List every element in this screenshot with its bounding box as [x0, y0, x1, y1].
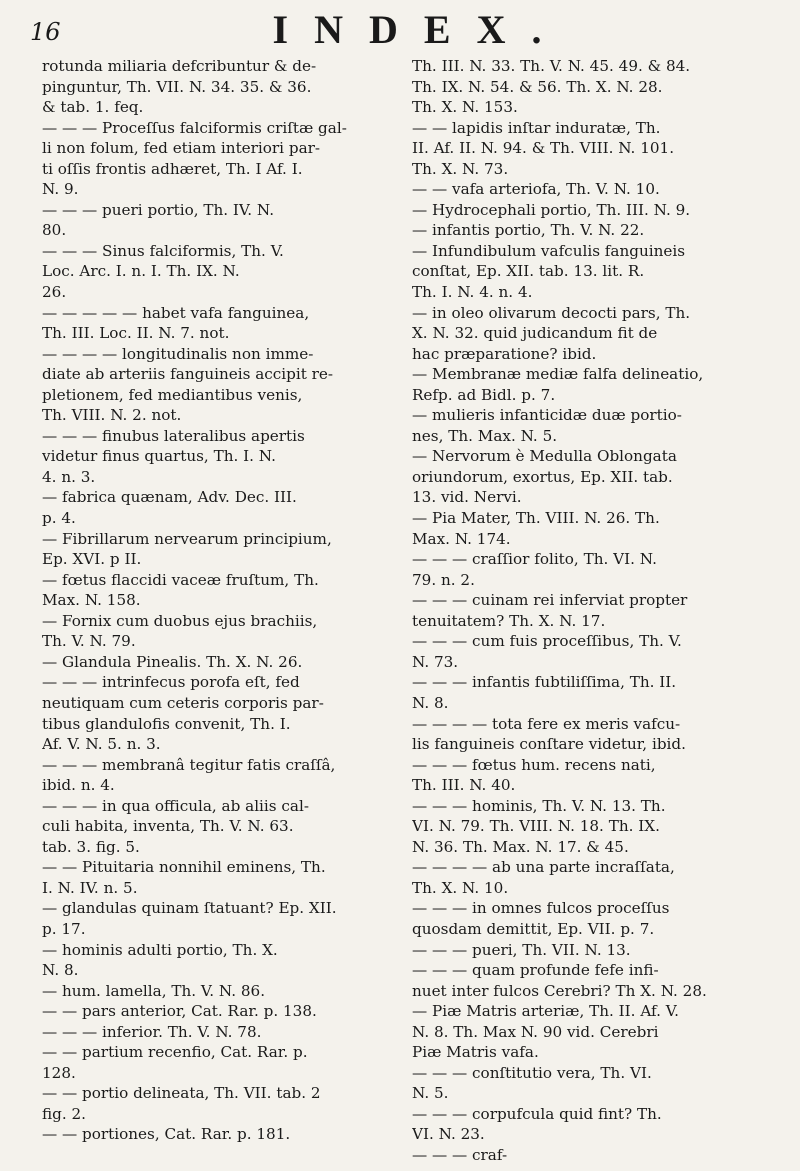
index-line: pinguntur, Th. VII. N. 34. 35. & 36.: [42, 77, 312, 96]
index-line: culi habita, inventa, Th. V. N. 63.: [42, 817, 294, 836]
index-line: — — — — longitudinalis non imme-: [42, 344, 314, 363]
index-line: — — — craſſior folito, Th. VI. N.: [412, 550, 657, 569]
index-line: quosdam demittit, Ep. VII. p. 7.: [412, 919, 655, 938]
index-line: II. Af. II. N. 94. & Th. VIII. N. 101.: [412, 139, 675, 158]
index-line: Th. III. N. 33. Th. V. N. 45. 49. & 84.: [412, 57, 691, 75]
index-line: — — — conſtitutio vera, Th. VI.: [412, 1063, 652, 1082]
index-line: Th. III. Loc. II. N. 7. not.: [42, 324, 230, 343]
index-line: — Nervorum è Medulla Oblongata: [412, 447, 677, 466]
index-line: ti oſſis frontis adhæret, Th. I Af. I.: [42, 159, 303, 178]
index-line: Refp. ad Bidl. p. 7.: [412, 385, 556, 404]
index-line: fig. 2.: [42, 1104, 86, 1123]
index-line: N. 36. Th. Max. N. 17. & 45.: [412, 837, 629, 856]
index-line: — — pars anterior, Cat. Rar. p. 138.: [42, 1002, 317, 1021]
index-line: N. 73.: [412, 652, 459, 671]
index-line: oriundorum, exortus, Ep. XII. tab.: [412, 467, 673, 486]
index-line: — — — Proceſſus falciformis criſtæ gal-: [42, 118, 347, 137]
index-line: 79. n. 2.: [412, 570, 475, 589]
index-line: — — portio delineata, Th. VII. tab. 2: [42, 1084, 321, 1103]
index-line: — mulieris infanticidæ duæ portio-: [412, 406, 682, 425]
index-line: Max. N. 158.: [42, 591, 141, 610]
index-line: — — — in qua officula, ab aliis cal-: [42, 796, 309, 815]
index-line: Loc. Arc. I. n. I. Th. IX. N.: [42, 262, 240, 281]
index-line: p. 4.: [42, 509, 76, 528]
index-line: hac præparatione? ibid.: [412, 344, 597, 363]
index-line: — — — membranâ tegitur fatis craſſâ,: [42, 755, 336, 774]
index-line: Th. IX. N. 54. & 56. Th. X. N. 28.: [412, 77, 663, 96]
index-line: — fabrica quænam, Adv. Dec. III.: [42, 488, 297, 507]
index-line: — — vafa arteriofa, Th. V. N. 10.: [412, 180, 660, 199]
index-line: tab. 3. fig. 5.: [42, 837, 140, 856]
index-line: — Fornix cum duobus ejus brachiis,: [42, 611, 318, 630]
index-line: — — — cuinam rei inferviat propter: [412, 591, 688, 610]
index-line: N. 8. Th. Max N. 90 vid. Cerebri: [412, 1022, 659, 1041]
index-line: ibid. n. 4.: [42, 776, 115, 795]
index-line: 80.: [42, 221, 67, 240]
index-line: — — — Sinus falciformis, Th. V.: [42, 241, 284, 260]
index-line: — — — — — habet vafa fanguinea,: [42, 303, 310, 322]
index-line: — — — cum fuis proceſſibus, Th. V.: [412, 632, 682, 651]
index-line: lis fanguineis conſtare videtur, ibid.: [412, 735, 686, 754]
index-line: — Piæ Matris arteriæ, Th. II. Af. V.: [412, 1002, 679, 1021]
index-line: Piæ Matris vafa.: [412, 1043, 539, 1062]
index-line: — — — craf-: [412, 1145, 508, 1164]
index-line: — Infundibulum vafculis fanguineis: [412, 241, 686, 260]
index-line: — hominis adulti portio, Th. X.: [42, 940, 278, 959]
index-line: — — — fœtus hum. recens nati,: [412, 755, 656, 774]
index-line: Th. III. N. 40.: [412, 776, 516, 795]
index-line: N. 8.: [42, 961, 79, 980]
index-line: & tab. 1. feq.: [42, 98, 144, 117]
index-line: — glandulas quinam ſtatuant? Ep. XII.: [42, 899, 337, 918]
page-header: [0, 4, 800, 52]
index-line: — fœtus flaccidi vaceæ fruſtum, Th.: [42, 570, 319, 589]
index-line: — Fibrillarum nervearum principium,: [42, 529, 332, 548]
index-line: — Membranæ mediæ falfa delineatio,: [412, 365, 704, 384]
page-number: 16: [30, 18, 61, 46]
index-line: 128.: [42, 1063, 76, 1082]
index-line: — — — pueri portio, Th. IV. N.: [42, 200, 275, 219]
index-line: nes, Th. Max. N. 5.: [412, 426, 558, 445]
running-head: INDEX.: [272, 7, 568, 52]
index-line: li non folum, fed etiam interiori par-: [42, 139, 321, 158]
index-line: p. 17.: [42, 919, 86, 938]
index-line: — infantis portio, Th. V. N. 22.: [412, 221, 645, 240]
index-line: pletionem, fed mediantibus venis,: [42, 385, 303, 404]
index-line: rotunda miliaria defcribuntur & de-: [42, 57, 317, 75]
index-line: — — — hominis, Th. V. N. 13. Th.: [412, 796, 666, 815]
index-line: — — — corpufcula quid fint? Th.: [412, 1104, 662, 1123]
index-line: Th. VIII. N. 2. not.: [42, 406, 182, 425]
index-line: — — — — ab una parte incraſſata,: [412, 858, 675, 877]
index-line: VI. N. 23.: [412, 1125, 485, 1144]
index-line: neutiquam cum ceteris corporis par-: [42, 693, 324, 712]
index-line: — — portiones, Cat. Rar. p. 181.: [42, 1125, 291, 1144]
index-line: conſtat, Ep. XII. tab. 13. lit. R.: [412, 262, 645, 281]
index-line: — — lapidis inſtar induratæ, Th.: [412, 118, 661, 137]
index-line: tenuitatem? Th. X. N. 17.: [412, 611, 606, 630]
index-line: N. 8.: [412, 693, 449, 712]
left-column: [42, 56, 387, 1145]
index-line: — — — in omnes fulcos proceſſus: [412, 899, 670, 918]
index-line: 13. vid. Nervi.: [412, 488, 522, 507]
index-line: — hum. lamella, Th. V. N. 86.: [42, 981, 266, 1000]
index-line: Th. X. N. 10.: [412, 878, 509, 897]
index-line: tibus glandulofis convenit, Th. I.: [42, 714, 291, 733]
index-line: — — — intrinfecus porofa eſt, fed: [42, 673, 300, 692]
index-line: videtur finus quartus, Th. I. N.: [42, 447, 276, 466]
index-line: Ep. XVI. p II.: [42, 550, 142, 569]
index-line: — — partium recenfio, Cat. Rar. p.: [42, 1043, 308, 1062]
index-line: nuet inter fulcos Cerebri? Th X. N. 28.: [412, 981, 707, 1000]
index-line: — — — infantis fubtiliſſima, Th. II.: [412, 673, 677, 692]
index-line: I. N. IV. n. 5.: [42, 878, 138, 897]
index-line: X. N. 32. quid judicandum fit de: [412, 324, 658, 343]
index-line: Th. V. N. 79.: [42, 632, 136, 651]
index-line: — Glandula Pinealis. Th. X. N. 26.: [42, 652, 303, 671]
index-line: — — — — tota fere ex meris vafcu-: [412, 714, 681, 733]
index-line: Max. N. 174.: [412, 529, 511, 548]
index-line: 4. n. 3.: [42, 467, 96, 486]
index-line: — — — inferior. Th. V. N. 78.: [42, 1022, 262, 1041]
index-line: diate ab arteriis fanguineis accipit re-: [42, 365, 334, 384]
index-line: Th. X. N. 73.: [412, 159, 509, 178]
index-line: — Pia Mater, Th. VIII. N. 26. Th.: [412, 509, 660, 528]
index-line: — in oleo olivarum decocti pars, Th.: [412, 303, 691, 322]
right-column: [412, 56, 757, 1166]
index-line: — — — pueri, Th. VII. N. 13.: [412, 940, 631, 959]
index-line: — Hydrocephali portio, Th. III. N. 9.: [412, 200, 691, 219]
index-line: 26.: [42, 283, 67, 302]
index-line: Th. X. N. 153.: [412, 98, 518, 117]
index-line: VI. N. 79. Th. VIII. N. 18. Th. IX.: [412, 817, 660, 836]
index-line: Th. I. N. 4. n. 4.: [412, 283, 533, 302]
index-line: — — Pituitaria nonnihil eminens, Th.: [42, 858, 326, 877]
index-line: — — — quam profunde fefe infi-: [412, 961, 659, 980]
index-line: — — — finubus lateralibus apertis: [42, 426, 305, 445]
index-line: N. 9.: [42, 180, 79, 199]
index-line: N. 5.: [412, 1084, 449, 1103]
index-line: Af. V. N. 5. n. 3.: [42, 735, 161, 754]
